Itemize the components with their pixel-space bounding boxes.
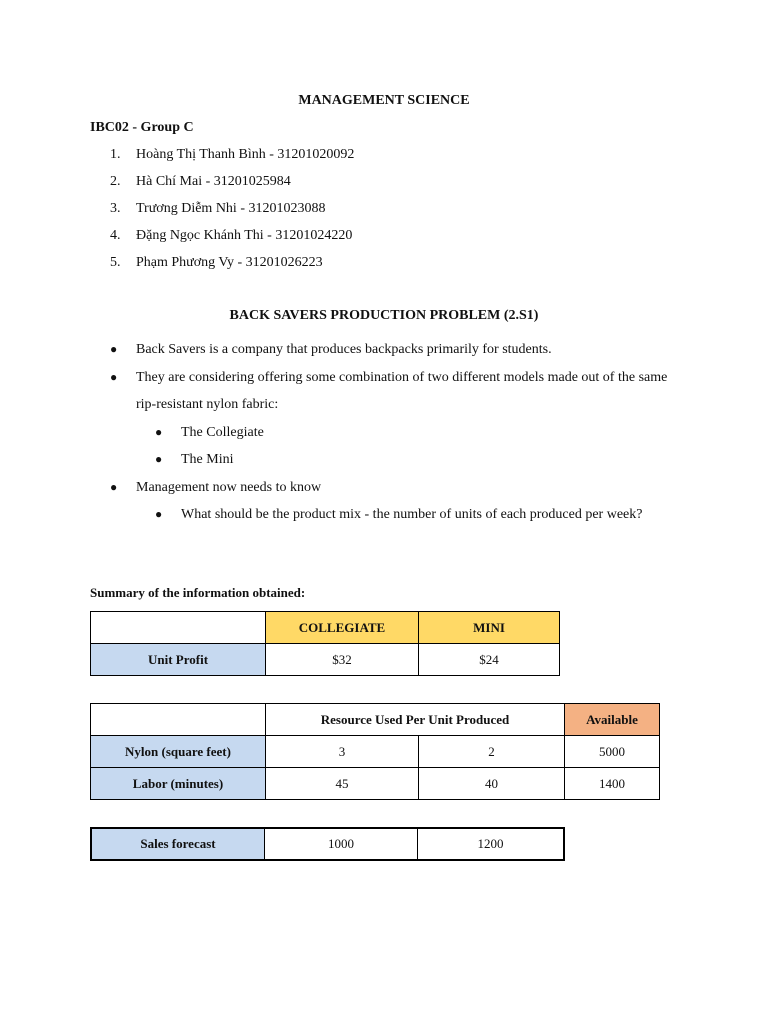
table-cell: 45 [266,768,419,800]
list-item: 2. Hà Chí Mai - 31201025984 [110,174,291,189]
table-cell: 2 [419,736,565,768]
bullet-icon: ● [110,369,118,384]
list-item: 1. Hoàng Thị Thanh Bình - 31201020092 [110,147,355,162]
bullet-item: ● They are considering offering some combination of two different models made out of the same rip-resistant nylon fabric: [110,364,678,419]
section-title: BACK SAVERS PRODUCTION PROBLEM (2.S1) [229,308,539,323]
sales-forecast-label: Sales forecast [91,828,265,860]
summary-label: Summary of the information obtained: [90,585,306,600]
available-header: Available [565,704,660,736]
bullet-icon: ● [110,342,118,356]
sub-bullet-item: ● What should be the product mix - the number of units of each produced per week? [110,501,678,529]
table-cell: 1000 [265,828,418,860]
sales-forecast-table [90,827,565,861]
table-cell: 5000 [565,736,660,768]
list-item: 5. Phạm Phương Vy - 31201026223 [110,255,323,270]
mini-header: MINI [419,612,560,644]
group-heading: IBC02 - Group C [90,120,194,135]
unit-profit-table [90,611,560,676]
table-cell: 1200 [418,828,565,860]
resource-header: Resource Used Per Unit Produced [266,704,565,736]
table-cell: 1400 [565,768,660,800]
list-item: 3. Trương Diễm Nhi - 31201023088 [110,201,326,216]
page-title: MANAGEMENT SCIENCE [298,93,470,108]
sub-bullet-item: ● The Collegiate [110,419,678,447]
bullet-item: ● Management now needs to know [110,474,678,502]
nylon-label: Nylon (square feet) [91,736,266,768]
bullet-icon: ● [155,507,163,521]
empty-header-cell [91,612,266,644]
labor-label: Labor (minutes) [91,768,266,800]
table-cell: 3 [266,736,419,768]
unit-profit-label: Unit Profit [91,644,266,676]
sub-bullet-item: ● The Mini [110,446,678,474]
bullet-icon: ● [155,424,163,439]
bullet-icon: ● [155,452,163,466]
member-list [110,146,354,281]
resource-table [90,703,660,800]
list-item: 4. Đặng Ngọc Khánh Thi - 31201024220 [110,228,353,243]
collegiate-profit: $32 [266,644,419,676]
bullet-icon: ● [110,479,118,494]
bullet-list [110,336,678,529]
bullet-item: ● Back Savers is a company that produces backpacks primarily for students. [110,336,678,364]
empty-header-cell [91,704,266,736]
table-cell: 40 [419,768,565,800]
mini-profit: $24 [419,644,560,676]
collegiate-header: COLLEGIATE [266,612,419,644]
